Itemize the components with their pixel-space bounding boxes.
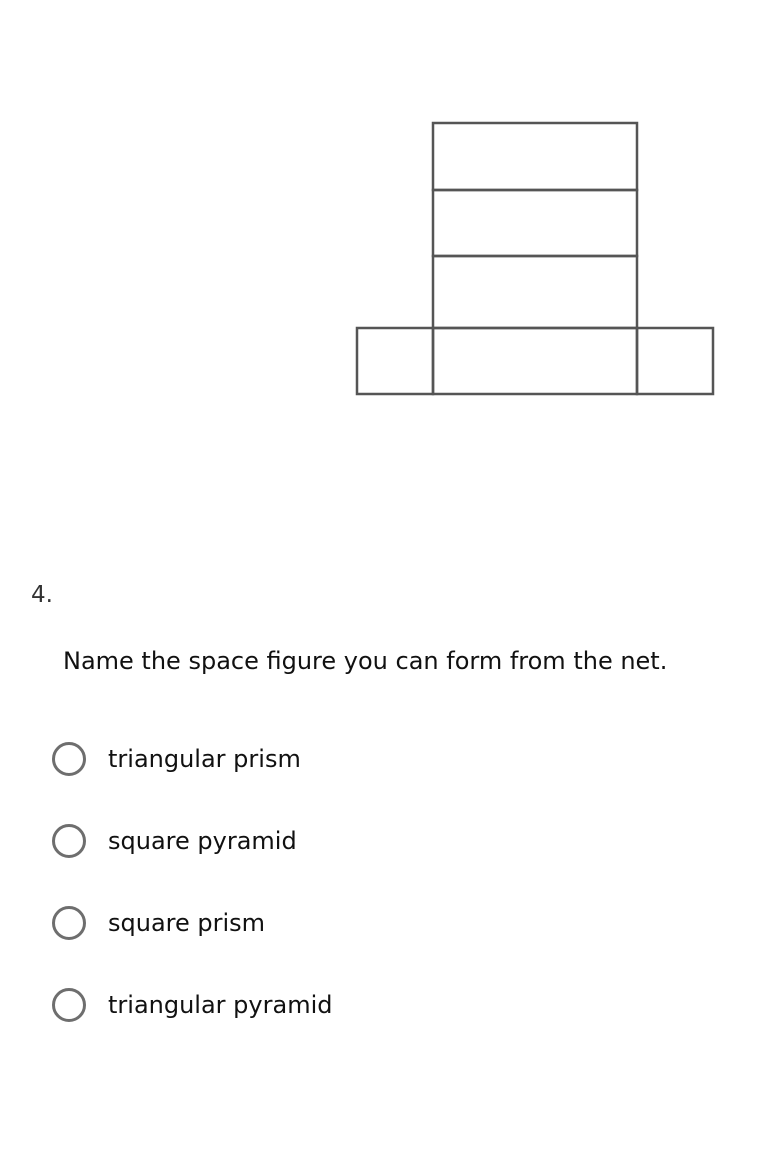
option-label: triangular pyramid	[108, 991, 333, 1019]
question-number: 4.	[31, 582, 53, 608]
net-face-top-1	[433, 123, 637, 190]
net-figure	[0, 0, 761, 420]
net-face-right-square	[637, 328, 713, 394]
net-face-left-square	[357, 328, 433, 394]
net-face-top-2	[433, 190, 637, 256]
option-triangular-pyramid[interactable]	[52, 985, 732, 1025]
question-text: Name the space figure you can form from the net.	[63, 647, 668, 675]
option-square-prism[interactable]	[52, 903, 732, 943]
radio-button[interactable]	[52, 988, 86, 1022]
net-face-top-3	[433, 256, 637, 328]
radio-button[interactable]	[52, 906, 86, 940]
option-square-pyramid[interactable]	[52, 821, 732, 861]
option-label: square prism	[108, 909, 266, 937]
option-triangular-prism[interactable]	[52, 739, 732, 779]
option-label: square pyramid	[108, 827, 297, 855]
radio-button[interactable]	[52, 742, 86, 776]
radio-button[interactable]	[52, 824, 86, 858]
answer-options	[52, 739, 732, 1067]
net-face-bottom-center	[433, 328, 637, 394]
option-label: triangular prism	[108, 745, 301, 773]
